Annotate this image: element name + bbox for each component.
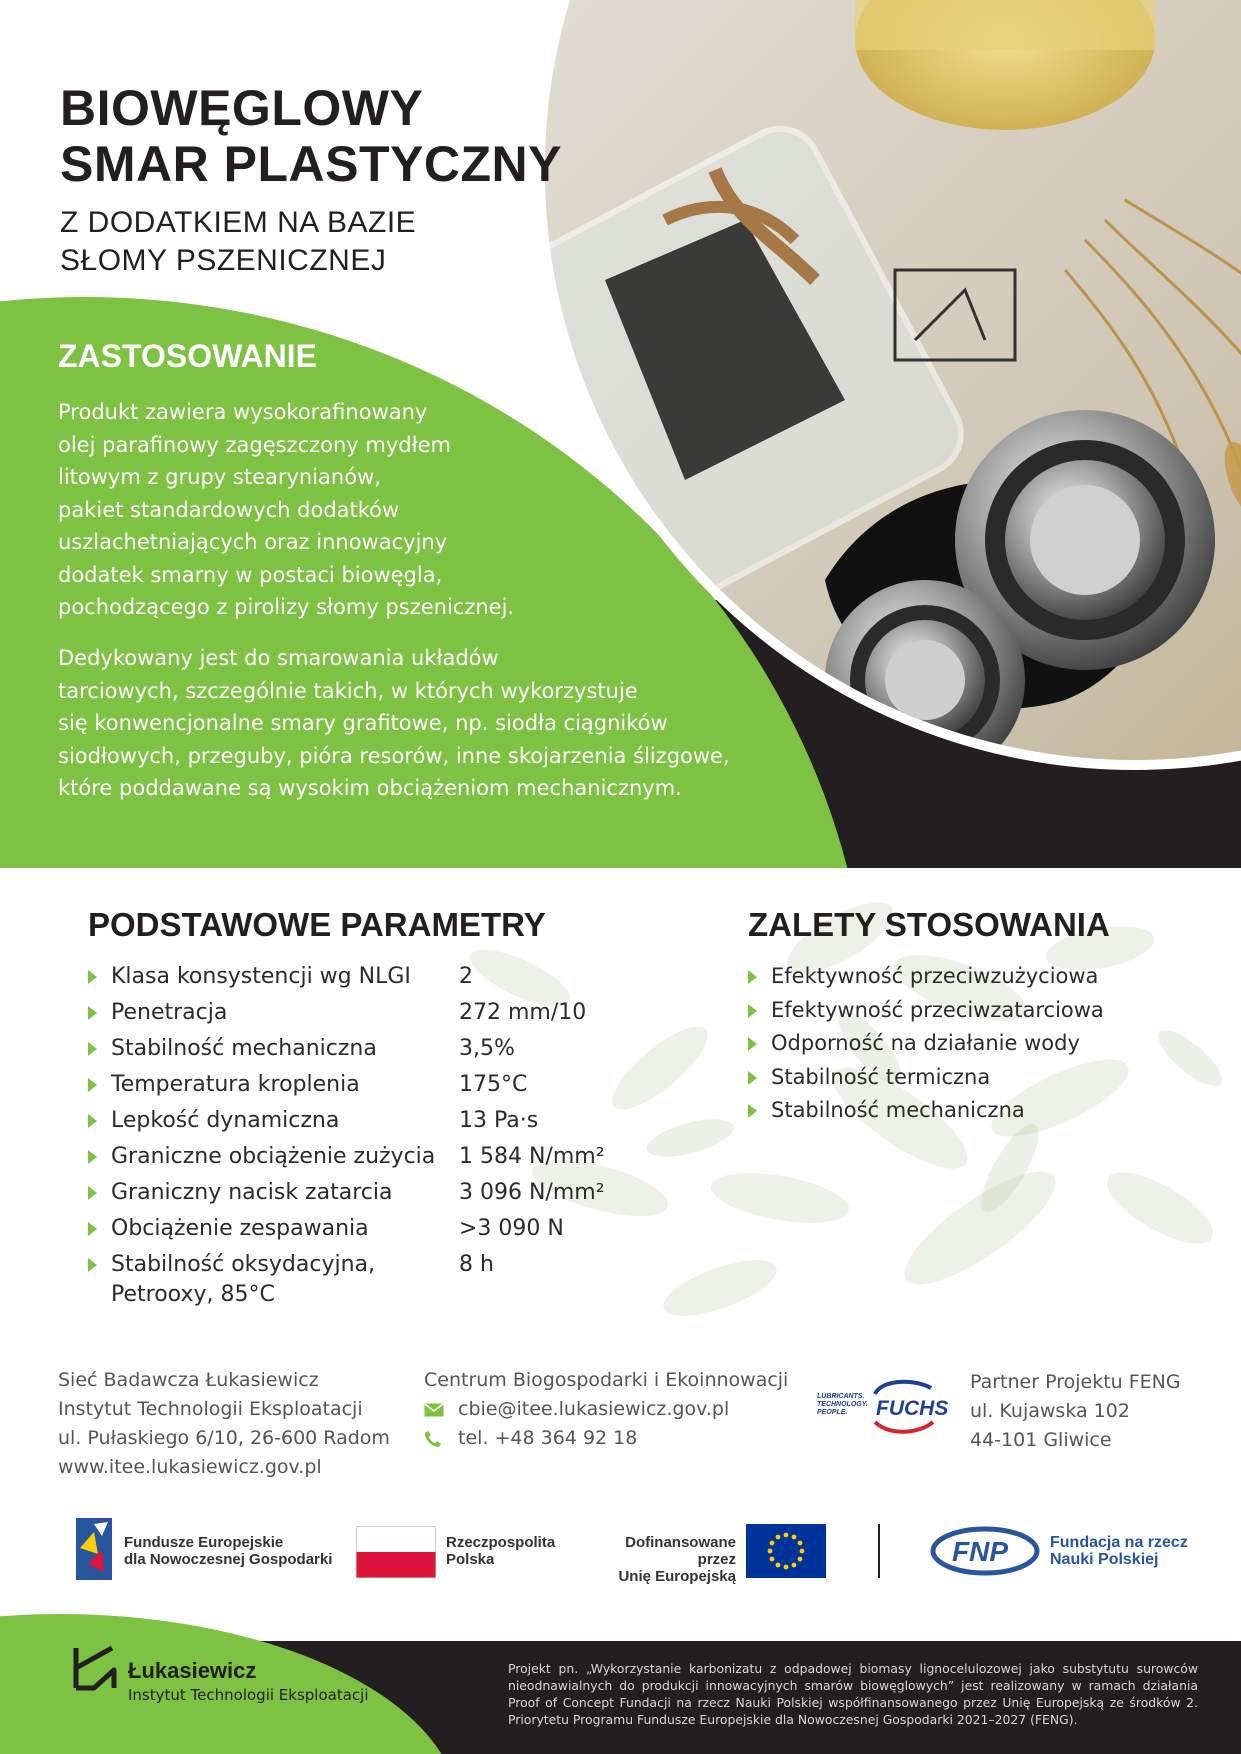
parameter-name: Lepkość dynamiczna xyxy=(111,1108,340,1133)
lukasiewicz-subtitle: Instytut Technologii Eksploatacji xyxy=(128,1686,369,1704)
bullet-icon xyxy=(88,1042,97,1056)
eu-flag xyxy=(746,1524,826,1582)
parameter-name-line-1: Stabilność oksydacyjna, xyxy=(111,1252,375,1277)
parameters-list xyxy=(88,962,708,1316)
parameter-row xyxy=(88,1142,708,1172)
fnp-label xyxy=(1050,1534,1188,1568)
parameter-name: Penetracja xyxy=(111,1000,228,1025)
subtitle-line-2: SŁOMY PSZENICZNEJ xyxy=(60,244,387,277)
fe-logo xyxy=(74,1514,114,1588)
advantage-item xyxy=(748,1029,1188,1057)
advantage-label: Stabilność mechaniczna xyxy=(771,1098,1025,1123)
advantage-label: Efektywność przeciwzużyciowa xyxy=(771,964,1099,988)
lukasiewicz-logo-icon xyxy=(70,1642,120,1698)
parameter-row xyxy=(88,1250,708,1310)
fuchs-wordmark: FUCHS xyxy=(876,1397,949,1420)
email-link[interactable]: cbie@itee.lukasiewicz.gov.pl xyxy=(458,1398,730,1420)
fnp-emblem-icon xyxy=(930,1526,1040,1576)
parameters-section xyxy=(0,868,1241,1348)
application-heading: ZASTOSOWANIE xyxy=(58,338,317,374)
parameters-heading: PODSTAWOWE PARAMETRY xyxy=(88,906,546,943)
fe-line-2: dla Nowoczesnej Gospodarki xyxy=(124,1551,333,1568)
page-subtitle xyxy=(60,204,416,280)
title-line-1: BIOWĘGLOWY xyxy=(60,80,424,136)
fuchs-tagline-3: PEOPLE. xyxy=(817,1409,848,1416)
para2-line: siodłowych, przeguby, pióra resorów, inne skojarzenia ślizgowe, xyxy=(58,743,730,768)
centre-name: Centrum Biogospodarki i Ekoinnowacji xyxy=(424,1369,789,1391)
rp-line-1: Rzeczpospolita xyxy=(446,1534,556,1551)
envelope-icon xyxy=(424,1403,446,1417)
parameter-value: 8 h xyxy=(459,1252,494,1277)
title-line-2: SMAR PLASTYCZNY xyxy=(60,136,562,192)
advantages-heading: ZALETY STOSOWANIA xyxy=(748,906,1110,943)
institute-street: ul. Pułaskiego 6/10, 26-600 Radom xyxy=(58,1427,390,1449)
advantage-item xyxy=(748,962,1188,990)
phone-icon-svg xyxy=(424,1430,442,1448)
subtitle-line-1: Z DODATKIEM NA BAZIE xyxy=(60,206,417,239)
envelope-icon-svg xyxy=(424,1403,444,1417)
parameter-row xyxy=(88,1034,708,1064)
parameter-name: Graniczne obciążenie zużycia xyxy=(111,1144,436,1169)
parameter-name-line-2: Petrooxy, 85°C xyxy=(111,1282,275,1307)
fe-label xyxy=(124,1534,332,1568)
phone-icon xyxy=(424,1430,446,1448)
partner-address xyxy=(970,1368,1181,1455)
parameter-value: 2 xyxy=(459,964,473,989)
fe-emblem-icon xyxy=(74,1514,114,1584)
bullet-icon xyxy=(748,970,757,984)
para1-line: dodatek smarny w postaci biowęgla, xyxy=(58,562,443,587)
eu-line-2: Unię Europejską xyxy=(618,1568,736,1585)
advantage-item xyxy=(748,1096,1188,1124)
para2-line: tarciowych, szczególnie takich, w których wykorzystuje xyxy=(58,678,638,703)
polish-flag xyxy=(356,1526,436,1582)
para1-line: olej parafinowy zagęszczony mydłem xyxy=(58,432,451,457)
footer xyxy=(0,1614,1241,1754)
bullet-icon xyxy=(748,1004,757,1018)
phone-number[interactable]: tel. +48 364 92 18 xyxy=(458,1427,638,1449)
rp-line-2: Polska xyxy=(446,1551,495,1568)
parameter-row xyxy=(88,1070,708,1100)
hero-section xyxy=(0,0,1241,868)
polish-flag-icon xyxy=(356,1526,436,1578)
parameter-name: Graniczny nacisk zatarcia xyxy=(111,1180,393,1205)
para1-line: pochodzącego z pirolizy słomy pszenicznej. xyxy=(58,595,515,619)
bullet-icon xyxy=(88,1258,97,1272)
bullet-icon xyxy=(88,970,97,984)
partner-street: ul. Kujawska 102 xyxy=(970,1400,1130,1422)
advantage-item xyxy=(748,996,1188,1024)
advantage-item xyxy=(748,1063,1188,1091)
parameter-row xyxy=(88,962,708,992)
parameter-row xyxy=(88,1106,708,1136)
parameter-value: 3,5% xyxy=(459,1036,515,1061)
fuchs-tagline-1: LUBRICANTS. xyxy=(817,1393,865,1400)
advantage-label: Efektywność przeciwzatarciowa xyxy=(771,997,1104,1022)
para2-line: które poddawane są wysokim obciążeniom mechanicznym. xyxy=(58,776,682,800)
para1-line: pakiet standardowych dodatków xyxy=(58,497,400,522)
partner-label: Partner Projektu FENG xyxy=(970,1371,1181,1393)
phone-row xyxy=(424,1424,788,1453)
eu-label xyxy=(584,1534,736,1585)
parameter-row xyxy=(88,998,708,1028)
bullet-icon xyxy=(88,1222,97,1236)
advantage-label: Odporność na działanie wody xyxy=(771,1031,1080,1056)
funding-logos xyxy=(0,1514,1241,1584)
parameter-name xyxy=(111,1250,459,1310)
bullet-icon xyxy=(88,1078,97,1092)
email-row xyxy=(424,1395,788,1424)
fnp-abbreviation: FNP xyxy=(952,1536,1008,1567)
institute-network: Sieć Badawcza Łukasiewicz xyxy=(58,1369,319,1391)
parameter-name: Stabilność mechaniczna xyxy=(111,1036,377,1061)
institute-website-link[interactable]: www.itee.lukasiewicz.gov.pl xyxy=(58,1456,322,1478)
bullet-icon xyxy=(88,1150,97,1164)
parameter-value: 272 mm/10 xyxy=(459,1000,587,1025)
centre-contact xyxy=(424,1366,788,1453)
partner-city: 44-101 Gliwice xyxy=(970,1429,1112,1451)
page-title xyxy=(60,80,562,192)
fnp-line-2: Nauki Polskiej xyxy=(1050,1551,1159,1568)
fuchs-tagline-2: TECHNOLOGY. xyxy=(817,1401,868,1408)
eu-line-1: Dofinansowane przez xyxy=(625,1534,736,1568)
application-paragraph-2 xyxy=(58,642,838,805)
application-paragraph-1 xyxy=(58,396,578,624)
bullet-icon xyxy=(748,1037,757,1051)
fe-line-1: Fundusze Europejskie xyxy=(124,1534,284,1551)
bullet-icon xyxy=(88,1114,97,1128)
rp-label xyxy=(446,1534,555,1568)
fnp-logo xyxy=(930,1526,1040,1580)
parameter-value: 1 584 N/mm² xyxy=(459,1144,605,1169)
fnp-line-1: Fundacja na rzecz xyxy=(1050,1534,1188,1551)
bullet-icon xyxy=(748,1104,757,1118)
parameter-value: >3 090 N xyxy=(459,1216,564,1241)
parameter-value: 175°C xyxy=(459,1072,528,1097)
lukasiewicz-wordmark: Łukasiewicz xyxy=(128,1658,257,1683)
bullet-icon xyxy=(748,1071,757,1085)
bullet-icon xyxy=(88,1186,97,1200)
advantage-label: Stabilność termiczna xyxy=(771,1064,991,1089)
fuchs-logo xyxy=(815,1376,955,1436)
institute-name: Instytut Technologii Eksploatacji xyxy=(58,1398,363,1420)
parameter-row xyxy=(88,1214,708,1244)
parameter-name: Temperatura kroplenia xyxy=(111,1072,360,1097)
project-funding-note: Projekt pn. „Wykorzystanie karbonizatu z odpadowej biomasy lignocelulozowej jako substytutu surowców nieodnawialnych do produkcji innowacyjnych smarów biowęglowych” jest realizowany w ramach działania Proof of Concept Fundacji na rzecz Nauki Polskiej współfinansowanego przez Unię Europejską ze środków 2. Priorytetu Programu Fundusze Europejskie dla Nowoczesnej Gospodarki 2021–2027 (FENG). xyxy=(508,1661,1198,1727)
parameter-row xyxy=(88,1178,708,1208)
parameter-value: 13 Pa·s xyxy=(459,1108,539,1133)
para1-line: litowym z grupy stearynianów, xyxy=(58,465,381,489)
para2-line: Dedykowany jest do smarowania układów xyxy=(58,646,499,670)
logos-divider xyxy=(878,1524,880,1578)
advantages-list xyxy=(748,962,1188,1130)
para1-line: uszlachetniających oraz innowacyjny xyxy=(58,530,448,554)
para2-line: się konwencjonalne smary grafitowe, np. siodła ciągników xyxy=(58,711,668,735)
eu-flag-icon xyxy=(746,1524,826,1578)
parameter-value: 3 096 N/mm² xyxy=(459,1180,605,1205)
parameter-name: Obciążenie zespawania xyxy=(111,1216,369,1241)
bullet-icon xyxy=(88,1006,97,1020)
institute-address xyxy=(58,1366,390,1482)
parameter-name: Klasa konsystencji wg NLGI xyxy=(111,964,411,989)
para1-line: Produkt zawiera wysokorafinowany xyxy=(58,400,428,424)
